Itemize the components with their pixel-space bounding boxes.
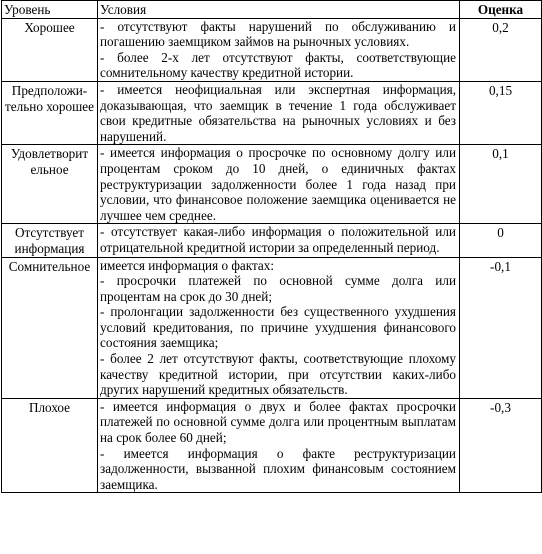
table-header-row (2, 1, 542, 19)
row-level: Удовлетворит ельное (2, 145, 98, 224)
table-row (2, 145, 542, 224)
row-score: 0 (460, 224, 542, 257)
condition-item: - пролонгации задолженности без существенного ухудшения условий кредитования, по причине ухудшения финансового состояния заемщика; (100, 304, 456, 351)
condition-item: - более 2-х лет отсутствуют факты, соответствующие сомнительному качеству кредитной истории. (100, 49, 456, 81)
row-conditions (98, 257, 460, 398)
row-score: 0,15 (460, 81, 542, 144)
credit-history-table (1, 0, 542, 493)
header-level: Уровень (2, 1, 98, 19)
row-level: Плохое (2, 398, 98, 493)
row-conditions (98, 398, 460, 493)
condition-item: - более 2 лет отсутствуют факты, соответствующие плохому качеству кредитной истории, при отсутствии каких-либо других нарушений кредитных обязательств. (100, 351, 456, 398)
header-score: Оценка (460, 1, 542, 19)
row-level: Сомнительное (2, 257, 98, 398)
condition-item: - отсутствуют факты нарушений по обслуживанию и погашению заемщиком займов на рыночных условиях. (100, 18, 456, 50)
row-conditions (98, 18, 460, 81)
table-row (2, 398, 542, 493)
table-row (2, 18, 542, 81)
row-level: Хорошее (2, 18, 98, 81)
table-row (2, 81, 542, 144)
condition-item: - имеется неофициальная или экспертная информация, доказывающая, что заемщик в течение 1 года обслуживает свои кредитные обязательства на рыночных условиях и без нарушений. (100, 81, 456, 144)
condition-item: - просрочки платежей по основной сумме долга или процентам на срок до 30 дней; (100, 273, 456, 304)
condition-item: - имеется информация о просрочке по основному долгу или процентам сроком до 10 дней, о единичных фактах реструктуризации задолженности более 1 года назад при условии, что финансовое положение заемщика оценивается не лучшее чем среднее. (100, 145, 456, 223)
row-conditions (98, 145, 460, 224)
row-conditions (98, 81, 460, 144)
condition-item: - отсутствует какая-либо информация о положительной или отрицательной кредитной истории за определенный период. (100, 224, 456, 255)
condition-item: имеется информация о фактах: (100, 257, 275, 273)
row-level: Отсутствует информация (2, 224, 98, 257)
row-score: -0,1 (460, 257, 542, 398)
row-level: Предположи-тельно хорошее (2, 81, 98, 144)
row-score: -0,3 (460, 398, 542, 493)
row-conditions (98, 224, 460, 257)
table-row (2, 224, 542, 257)
condition-item: - имеется информация о двух и более фактах просрочки платежей по основной сумме долга или процентным выплатам на срок более 60 дней; (100, 398, 456, 446)
condition-item: - имеется информация о факте реструктуризации задолженности, вызванной плохим финансовым состоянием заемщика. (100, 445, 456, 492)
row-score: 0,2 (460, 18, 542, 81)
row-score: 0,1 (460, 145, 542, 224)
header-conditions: Условия (98, 1, 460, 19)
table-row (2, 257, 542, 398)
